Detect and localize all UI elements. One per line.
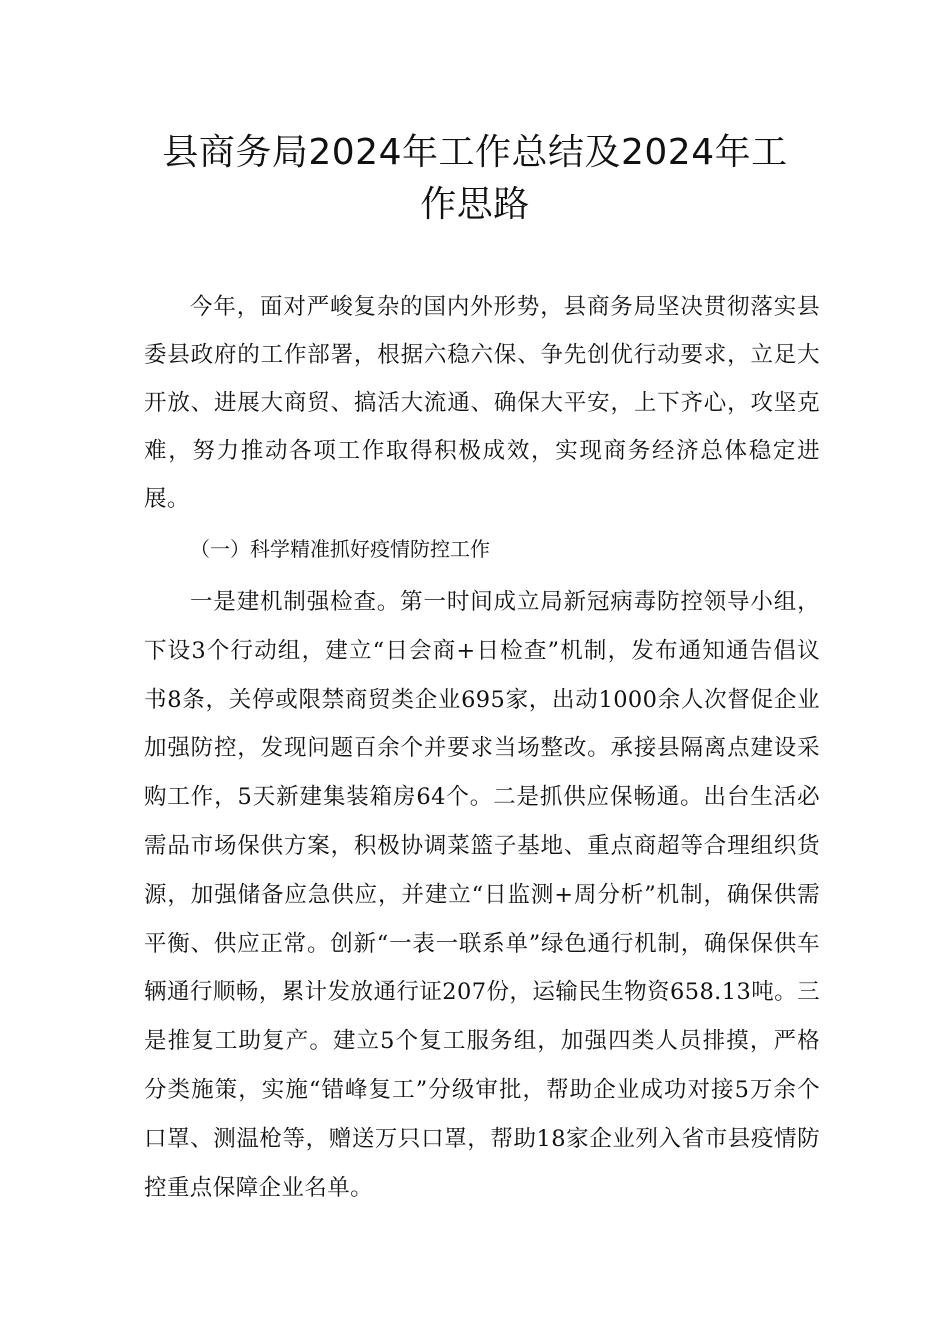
section-heading: （一）科学精准抓好疫情防控工作 [190, 537, 490, 561]
document-title [120, 127, 830, 231]
section-body-paragraph: 一是建机制强检查。第一时间成立局新冠病毒防控领导小组，下设3个行动组，建立“日会商+日检查”机制，发布通知通告倡议书8条，关停或限禁商贸类企业695家，出动1000余人次督促企业加强防控，发现问题百余个并要求当场整改。承接县隔离点建设采购工作，5天新建集装箱房64个。二是抓供应保畅通。出台生活必需品市场保供方案，积极协调菜篮子基地、重点商超等合理组织货源，加强储备应急供应，并建立“日监测+周分析”机制，确保供需平衡、供应正常。创新“一表一联系单”绿色通行机制，确保保供车辆通行顺畅，累计发放通行证207份，运输民生物资658.13吨。三是推复工助复产。建立5个复工服务组，加强四类人员排摸，严格分类施策，实施“错峰复工”分级审批，帮助企业成功对接5万余个口罩、测温枪等，赠送万只口罩，帮助18家企业列入省市县疫情防控重点保障企业名单。 [144, 589, 820, 1201]
intro-paragraph: 今年，面对严峻复杂的国内外形势，县商务局坚决贯彻落实县委县政府的工作部署，根据六稳六保、争先创优行动要求，立足大开放、进展大商贸、搞活大流通、确保大平安，上下齐心，攻坚克难，努力推动各项工作取得积极成效，实现商务经济总体稳定进展。 [144, 294, 820, 512]
title-line-1: 县商务局2024年工作总结及2024年工 [162, 132, 788, 173]
title-line-2: 作思路 [420, 184, 530, 225]
